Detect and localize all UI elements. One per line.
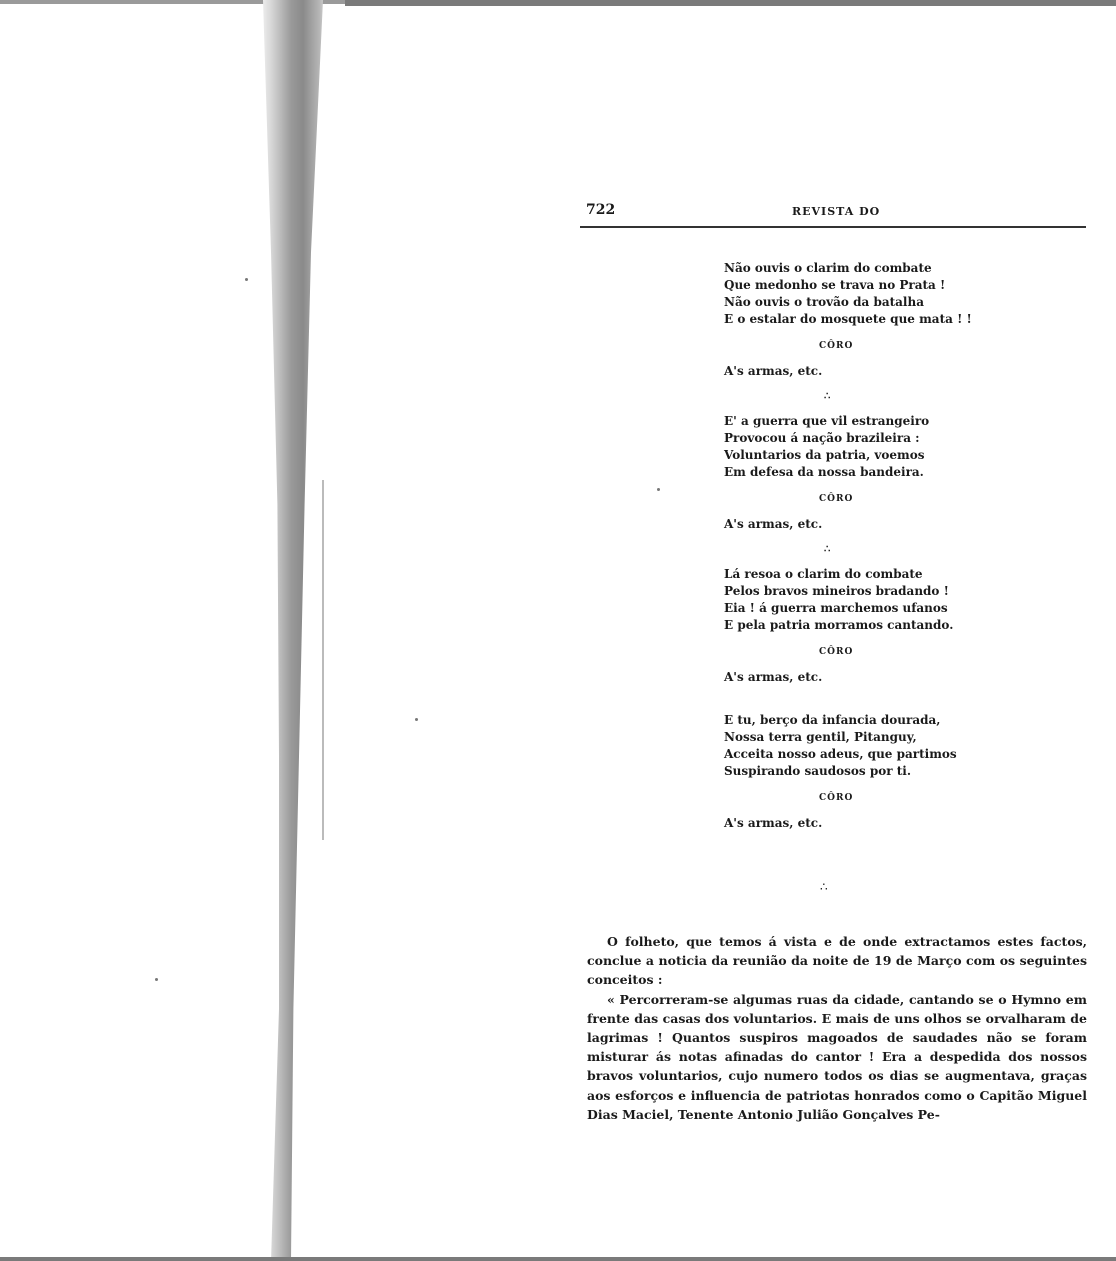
poem-line: Pelos bravos mineiros bradando ! [724,584,949,598]
chorus-label: CÔRO [819,793,854,803]
poem-line: E o estalar do mosquete que mata ! ! [724,312,972,326]
stanza-1 [724,260,984,328]
gutter-crease [322,480,324,840]
page-edge-shadow-bottom [0,1257,1116,1261]
asterism: ∴ [824,391,831,402]
ink-speck [657,488,660,491]
paragraph: O folheto, que temos á vista e de onde extractamos estes factos, conclue a noticia da reunião da noite de 19 de Março com os seguintes conceitos : [587,934,1087,988]
page-header [580,200,1086,230]
running-head: REVISTA DO [792,205,881,218]
refrain: A's armas, etc. [724,670,823,684]
ink-speck [245,278,248,281]
stanza-2 [724,413,984,481]
poem-line: Eia ! á guerra marchemos ufanos [724,601,948,615]
refrain: A's armas, etc. [724,816,823,830]
poem-line: E pela patria morramos cantando. [724,618,954,632]
ink-speck [155,978,158,981]
poem-line: Acceita nosso adeus, que partimos [724,747,957,761]
asterism: ∴ [824,544,831,555]
chorus-label: CÔRO [819,647,854,657]
refrain: A's armas, etc. [724,517,823,531]
poem-line: Que medonho se trava no Prata ! [724,278,946,292]
ink-speck [415,718,418,721]
chorus-label: CÔRO [819,341,854,351]
poem-line: Lá resoa o clarim do combate [724,567,923,581]
stanza-3 [724,566,984,634]
poem-line: E tu, berço da infancia dourada, [724,713,941,727]
poem-line: Voluntarios da patria, voemos [724,448,925,462]
stanza-4 [724,712,984,780]
poem-line: E' a guerra que vil estrangeiro [724,414,930,428]
poem-line: Provocou á nação brazileira : [724,431,920,445]
refrain: A's armas, etc. [724,364,823,378]
poem-line: Nossa terra gentil, Pitanguy, [724,730,917,744]
page-edge-shadow-top [345,0,1116,6]
page-number: 722 [586,202,616,218]
section-asterism: ∴ [820,880,828,894]
poem-line: Em defesa da nossa bandeira. [724,465,924,479]
chorus-label: CÔRO [819,494,854,504]
poem-line: Não ouvis o clarim do combate [724,261,932,275]
header-rule [580,226,1086,228]
poem [724,260,984,840]
paragraph: « Percorreram-se algumas ruas da cidade, cantando se o Hymno em frente das casas dos voluntarios. E mais de uns olhos se orvalharam de lagrimas ! Quantos suspiros magoados de saudades não se foram misturar ás notas afinadas do cantor ! Era a despedida dos nossos bravos voluntarios, cujo numero todos os dias se augmentava, graças aos esforços e influencia de patriotas honrados como o Capitão Miguel Dias Maciel, Tenente Antonio Julião Gonçalves Pe- [587,991,1087,1122]
poem-line: Não ouvis o trovão da batalha [724,295,924,309]
poem-line: Suspirando saudosos por ti. [724,764,912,778]
prose-body [587,932,1087,1124]
